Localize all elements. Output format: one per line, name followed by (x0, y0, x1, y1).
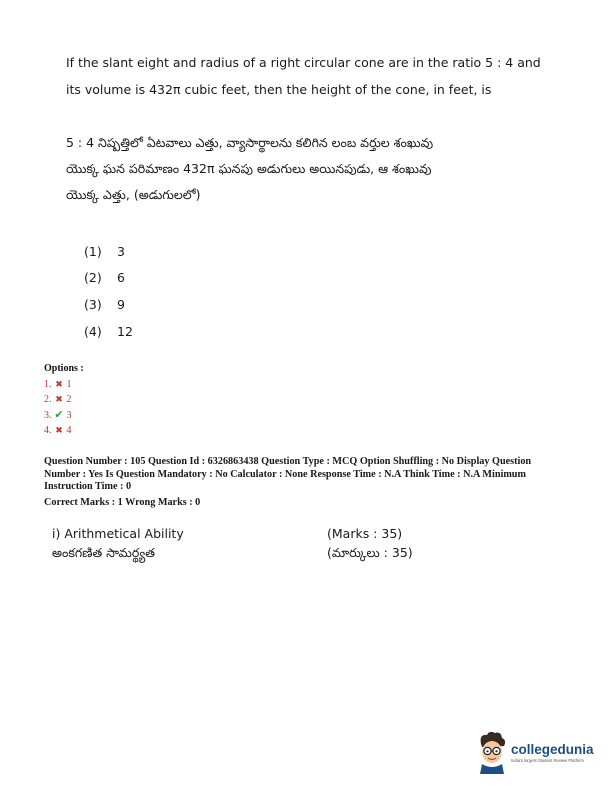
choice-4 (84, 318, 133, 345)
logo-brand-text: collegedunia (511, 741, 594, 757)
choice-value: 9 (117, 296, 125, 312)
question-english-line-1: If the slant eight and radius of a right circular cone are in the ratio 5 : 4 and (66, 55, 541, 70)
collegedunia-logo (475, 730, 594, 774)
metadata-line-1: Question Number : 105 Question Id : 6326863438 Question Type : MCQ Option Shuffling : No Display Question (44, 456, 532, 467)
option-3 (44, 408, 84, 424)
option-index: 2. (44, 394, 52, 406)
choice-value: 12 (117, 323, 133, 339)
choice-number: (2) (84, 270, 102, 286)
metadata-line-3: Instruction Time : 0 (44, 481, 132, 493)
cross-icon: ✖ (55, 378, 63, 389)
mascot-icon (475, 730, 509, 774)
choice-1 (84, 238, 133, 265)
section-title-english: i) Arithmetical Ability (52, 526, 184, 541)
logo-tagline: India's largest Student Review Platform (511, 757, 584, 763)
question-english (66, 49, 546, 103)
choice-value: 3 (117, 243, 125, 259)
choice-number: (1) (84, 243, 102, 259)
cross-icon: ✖ (55, 394, 63, 405)
metadata-line-2: Number : Yes Is Question Mandatory : No Calculator : None Response Time : N.A Think Time : N.A Minimum (44, 468, 526, 480)
choice-2 (84, 265, 133, 292)
choice-number: (3) (84, 296, 102, 312)
check-icon: ✔ (54, 408, 64, 421)
option-index: 1. (44, 378, 52, 390)
options-heading: Options : (44, 363, 84, 374)
options-list (44, 361, 84, 439)
option-value: 2 (66, 394, 72, 406)
question-english-line-2: its volume is 432π cubic feet, then the height of the cone, in feet, is (66, 82, 492, 97)
section-title-telugu: అంకగణిత సామర్థ్యత (52, 545, 155, 560)
choice-3 (84, 291, 133, 318)
marks-line: Correct Marks : 1 Wrong Marks : 0 (44, 496, 201, 508)
option-1 (44, 377, 84, 393)
choice-number: (4) (84, 323, 102, 339)
question-metadata (44, 456, 574, 509)
option-index: 3. (44, 409, 52, 421)
question-telugu (66, 130, 536, 208)
answer-choices (84, 238, 133, 344)
option-value: 1 (66, 378, 72, 390)
option-4 (44, 423, 84, 439)
option-value: 3 (66, 409, 72, 421)
option-value: 4 (66, 425, 72, 437)
question-telugu-line-1: 5 : 4 నిష్పత్తిలో ఏటవాలు ఎత్తు, వ్యాసార్థాలను కలిగిన లంబ వర్తుల శంఖువు (66, 135, 434, 150)
section-marks-english: (Marks : 35) (327, 526, 403, 541)
section-header (52, 524, 472, 562)
question-telugu-line-2: యొక్క ఘన పరిమాణం 432π ఘనపు అడుగులు అయినపుడు, ఆ శంఖువు (66, 161, 432, 176)
question-telugu-line-3: యొక్క ఎత్తు, (అడుగులలో) (66, 187, 201, 202)
option-2 (44, 392, 84, 408)
choice-value: 6 (117, 270, 125, 286)
section-marks-telugu: (మార్కులు : 35) (327, 545, 413, 560)
cross-icon: ✖ (55, 425, 63, 436)
option-index: 4. (44, 425, 52, 437)
